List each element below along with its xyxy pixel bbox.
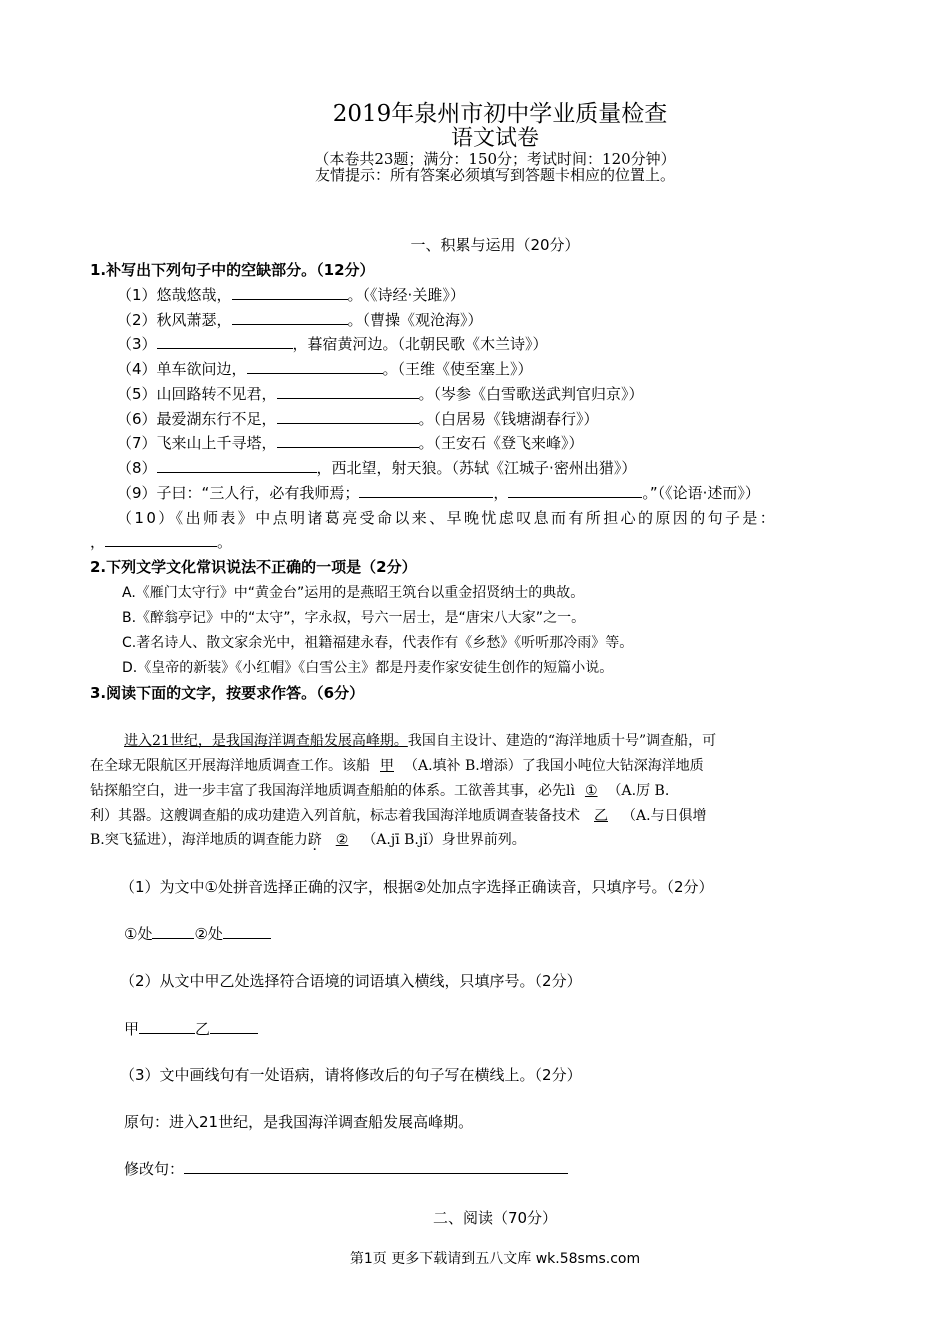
q3-sub-3-fix: 修改句： — [124, 1158, 568, 1179]
q3-sub-3: （3）文中画线句有一处语病，请将修改后的句子写在横线上。（2分） — [120, 1066, 582, 1084]
answer-blank[interactable] — [232, 285, 348, 300]
answer-blank[interactable] — [157, 334, 293, 349]
blank-1[interactable]: ① — [584, 783, 598, 799]
q1-item-4: （4）单车欲问边， 。（王维《使至塞上》） — [117, 360, 533, 378]
q1-item-9: （9）子曰：“三人行，必有我师焉； ， 。”（《论语·述而》） — [117, 484, 760, 502]
answer-blank[interactable] — [184, 1159, 568, 1174]
answer-blank[interactable] — [508, 483, 642, 498]
passage-line-1: 进入21世纪，是我国海洋调查船发展高峰期。我国自主设计、建造的“海洋地质十号”调查船，可 — [124, 733, 717, 749]
exam-info: （本卷共23题；满分：150分；考试时间：120分钟） — [314, 150, 676, 168]
answer-blank[interactable] — [277, 409, 419, 424]
q1-item-8: （8） ，西北望，射天狼。（苏轼《江城子·密州出猎》） — [117, 459, 637, 477]
page-footer: 第1页 更多下载请到五八文库 wk.58sms.com — [349, 1251, 641, 1267]
answer-blank[interactable] — [105, 532, 217, 547]
blank-yi[interactable]: 乙 — [594, 808, 608, 824]
q3-sub-1-answer: ①处 ②处 — [124, 923, 271, 944]
answer-blank[interactable] — [139, 1019, 195, 1034]
q2-option-b: B.《醉翁亭记》中的“太守”，字永叔，号六一居士，是“唐宋八大家”之一。 — [122, 610, 586, 626]
passage-line-2: 在全球无限航区开展海洋地质调查工作。该船 甲 （A.填补 B.增添）了我国小吨位大钻深海洋地质 — [90, 758, 704, 774]
answer-blank[interactable] — [359, 483, 493, 498]
blank-jia[interactable]: 甲 — [380, 758, 394, 774]
q3-sub-2: （2）从文中甲乙处选择符合语境的词语填入横线，只填序号。（2分） — [120, 972, 582, 990]
section-1-title: 一、积累与运用（20分） — [410, 236, 580, 254]
answer-blank[interactable] — [223, 924, 271, 939]
answer-blank[interactable] — [157, 458, 317, 473]
question-3-title: 3.阅读下面的文字，按要求作答。（6分） — [90, 684, 365, 702]
passage-line-4: 利）其器。这艘调查船的成功建造入列首航，标志着我国海洋地质调查装备技术 乙 （A.与日俱增 — [90, 808, 707, 824]
q1-item-10-answer: ， 。 — [90, 533, 233, 551]
exam-hint: 友情提示：所有答案必须填写到答题卡相应的位置上。 — [314, 166, 675, 184]
answer-blank[interactable] — [247, 359, 383, 374]
q2-option-d: D.《皇帝的新装》《小红帽》《白雪公主》都是丹麦作家安徒生创作的短篇小说。 — [122, 660, 614, 676]
blank-2[interactable]: ② — [335, 832, 349, 848]
passage-line-5: B.突飞猛进），海洋地质的调查能力跻 ② （A.jī B.jǐ）身世界前列。 — [90, 832, 526, 848]
answer-blank[interactable] — [210, 1019, 258, 1034]
q1-item-7: （7）飞来山上千寻塔， 。（王安石《登飞来峰》） — [117, 434, 584, 452]
answer-blank[interactable] — [232, 310, 348, 325]
q2-option-a: A.《雁门太守行》中“黄金台”运用的是燕昭王筑台以重金招贤纳士的典故。 — [122, 585, 585, 601]
q1-item-1: （1）悠哉悠哉， 。（《诗经·关雎》） — [117, 286, 465, 304]
question-2-title: 2.下列文学文化常识说法不正确的一项是（2分） — [90, 558, 417, 576]
q1-item-2: （2）秋风萧瑟， 。（曹操《观沧海》） — [117, 311, 483, 329]
q3-sub-3-original: 原句：进入21世纪，是我国海洋调查船发展高峰期。 — [124, 1113, 474, 1131]
q2-option-c: C.著名诗人、散文家余光中，祖籍福建永春，代表作有《乡愁》《听听那冷雨》等。 — [122, 635, 634, 651]
q3-sub-2-answer: 甲 乙 — [124, 1018, 258, 1039]
underlined-sentence: 进入21世纪，是我国海洋调查船发展高峰期。 — [124, 733, 408, 749]
answer-blank[interactable] — [152, 924, 194, 939]
section-2-title: 二、阅读（70分） — [432, 1209, 558, 1227]
passage-line-3: 钻探船空白，进一步丰富了我国海洋地质调查船舶的体系。工欲善其事，必先lì ① （A.厉 B. — [90, 783, 670, 799]
answer-blank[interactable] — [277, 384, 419, 399]
q1-item-6: （6）最爱湖东行不足， 。（白居易《钱塘湖春行》） — [117, 410, 599, 428]
exam-title: 2019年泉州市初中学业质量检查 — [332, 101, 668, 127]
answer-blank[interactable] — [277, 433, 419, 448]
q1-item-3: （3） ，暮宿黄河边。（北朝民歌《木兰诗》） — [117, 335, 548, 353]
dotted-char: 跻 — [307, 832, 322, 848]
q3-sub-1: （1）为文中①处拼音选择正确的汉字，根据②处加点字选择正确读音，只填序号。（2分） — [120, 878, 714, 896]
question-1-title: 1.补写出下列句子中的空缺部分。（12分） — [90, 261, 375, 279]
q1-item-5: （5）山回路转不见君， 。（岑参《白雪歌送武判官归京》） — [117, 385, 644, 403]
exam-subtitle: 语文试卷 — [450, 126, 539, 151]
q1-item-10: （10）《出师表》中点明诸葛亮受命以来、早晚忧虑叹息而有所担心的原因的句子是： — [117, 509, 778, 527]
